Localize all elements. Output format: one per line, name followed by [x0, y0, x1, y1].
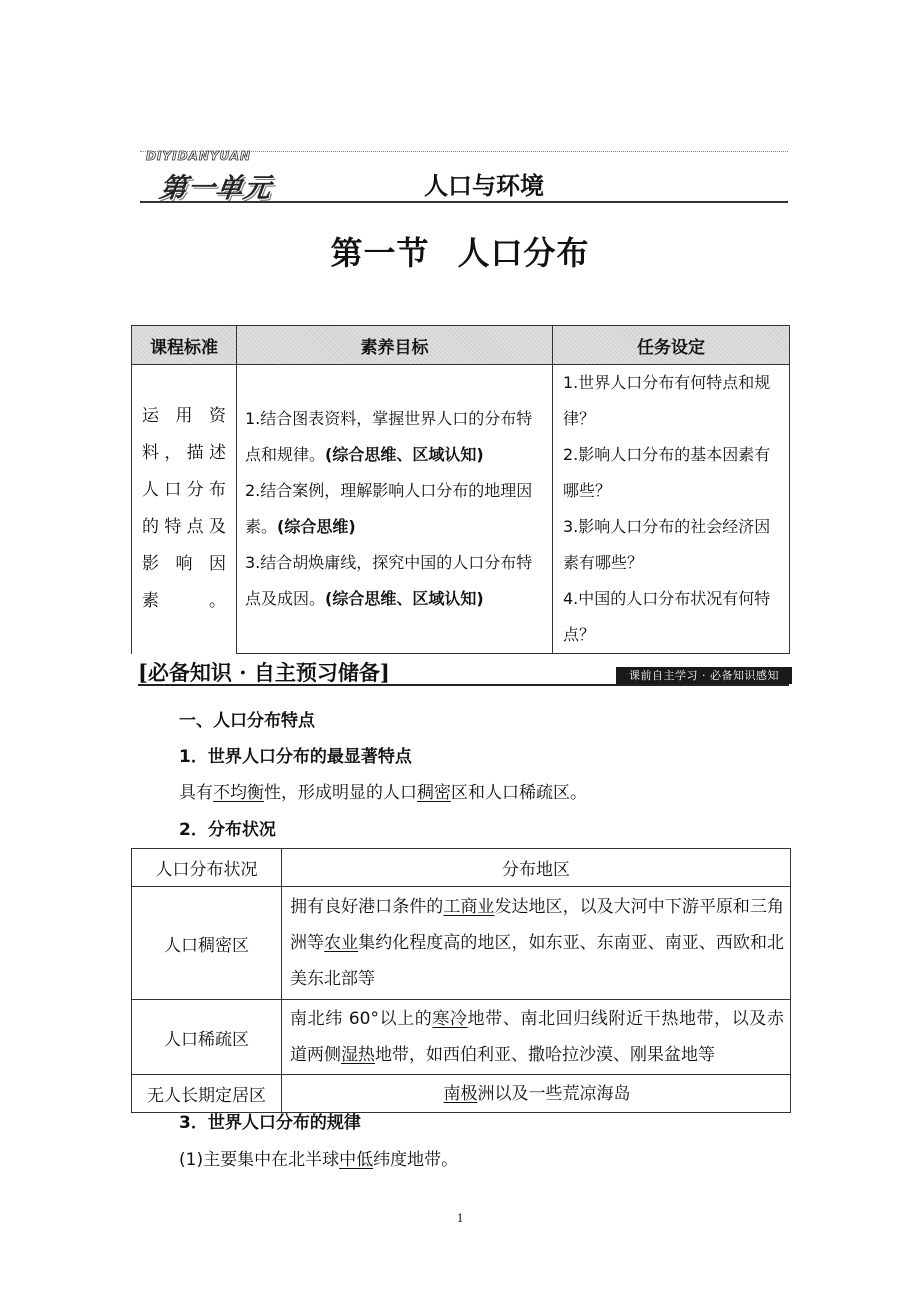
course-standard-cell — [132, 365, 237, 654]
header-regions: 分布地区 — [282, 849, 791, 887]
table-row — [132, 1075, 791, 1113]
text-run: 具有 — [179, 783, 213, 803]
banner-rule — [138, 684, 789, 686]
unit-badge: 第一单元 — [157, 173, 274, 204]
text-run: 性，形成明显的人口 — [264, 783, 417, 803]
row-label: 无人长期定居区 — [132, 1075, 282, 1113]
goal-text: 3.结合胡焕庸线，探究中国的人口分布特点及成因。 — [245, 553, 533, 608]
section-number: 第一节 — [330, 234, 430, 272]
row-regions — [282, 1075, 791, 1113]
text-run: 地带、南北回归线附近干热地带，以及赤道两侧 — [290, 1009, 784, 1065]
literacy-goals-cell — [237, 365, 553, 654]
task-item: 3.影响人口分布的社会经济因素有哪些？ — [563, 517, 771, 572]
underlined-answer: 湿热 — [341, 1045, 375, 1065]
unit-title: 人口与环境 — [424, 171, 544, 200]
task-item: 4.中国的人口分布状况有何特点？ — [563, 589, 771, 644]
underlined-answer: 南极 — [443, 1083, 478, 1104]
underlined-answer: 农业 — [324, 933, 359, 953]
header-literacy-goals: 素养目标 — [237, 326, 553, 365]
text-run: 南北纬 60°以上的 — [290, 1009, 433, 1029]
heading-distribution-status: 2．分布状况 — [179, 820, 276, 840]
row-regions — [282, 1000, 791, 1075]
goal-item — [245, 545, 546, 617]
text-run: 区和人口稀疏区。 — [451, 783, 587, 803]
table-row — [132, 887, 791, 1000]
distribution-table — [131, 848, 791, 1113]
text-run: 纬度地带。 — [373, 1150, 459, 1170]
underlined-answer: 工商业 — [443, 897, 495, 917]
text-run: 地带，如西伯利亚、撒哈拉沙漠、刚果盆地等 — [375, 1045, 715, 1065]
goal-text: 2.结合案例，理解影响人口分布的地理因素。 — [245, 481, 533, 536]
header-course-standard: 课程标准 — [132, 326, 237, 365]
objectives-table — [131, 325, 790, 654]
underlined-answer: 寒冷 — [432, 1009, 468, 1029]
task-setting-cell — [553, 365, 790, 654]
task-item: 1.世界人口分布有何特点和规律？ — [563, 373, 771, 428]
banner-tag: 课前自主学习 · 必备知识感知 — [616, 667, 792, 684]
header-status: 人口分布状况 — [132, 849, 282, 887]
heading-distribution-rules: 3．世界人口分布的规律 — [179, 1113, 361, 1133]
underlined-answer: 不均衡 — [213, 783, 264, 803]
goal-item — [245, 401, 546, 473]
unit-latin-label: DIYIDANYUAN — [146, 149, 252, 163]
underlined-answer: 中低 — [339, 1150, 374, 1170]
goal-text: 1.结合图表资料，掌握世界人口的分布特点和规律。 — [245, 409, 533, 464]
section-name: 人口分布 — [457, 234, 590, 272]
text-run: 发达地区，以及大河中下游平原和三角洲等 — [290, 897, 785, 953]
paragraph-rule-1 — [179, 1145, 458, 1170]
table-row — [132, 1000, 791, 1075]
row-label: 人口稀疏区 — [132, 1000, 282, 1075]
section-title — [0, 228, 920, 274]
heading-population-distribution-features: 一、人口分布特点 — [179, 711, 315, 731]
objectives-header-row — [132, 326, 790, 365]
paragraph-notable-feature — [179, 778, 587, 803]
underlined-answer: 稠密 — [417, 783, 451, 803]
text-run: 洲以及一些荒凉海岛 — [477, 1083, 631, 1104]
unit-header-rule — [140, 201, 788, 203]
goal-tag: (综合思维、区域认知) — [325, 445, 484, 464]
goal-item — [245, 473, 546, 545]
text-run: 集约化程度高的地区，如东亚、东南亚、南亚、西欧和北美东北部等 — [290, 933, 785, 989]
row-regions — [282, 887, 791, 1000]
text-run: 拥有良好港口条件的 — [290, 897, 444, 917]
course-standard-text: 运用资料，描述人口分布的特点及影响因素。 — [142, 406, 226, 612]
objectives-body-row — [132, 365, 790, 654]
goal-tag: (综合思维、区域认知) — [325, 589, 484, 608]
row-label: 人口稠密区 — [132, 887, 282, 1000]
header-task-setting: 任务设定 — [553, 326, 790, 365]
goal-tag: (综合思维) — [277, 517, 356, 536]
heading-most-notable-feature: 1．世界人口分布的最显著特点 — [179, 747, 412, 767]
page-number: 1 — [456, 1210, 464, 1225]
banner-title: [必备知识 · 自主预习储备] — [138, 660, 390, 685]
text-run: (1)主要集中在北半球 — [179, 1150, 340, 1170]
distribution-header-row — [132, 849, 791, 887]
task-item: 2.影响人口分布的基本因素有哪些？ — [563, 445, 771, 500]
